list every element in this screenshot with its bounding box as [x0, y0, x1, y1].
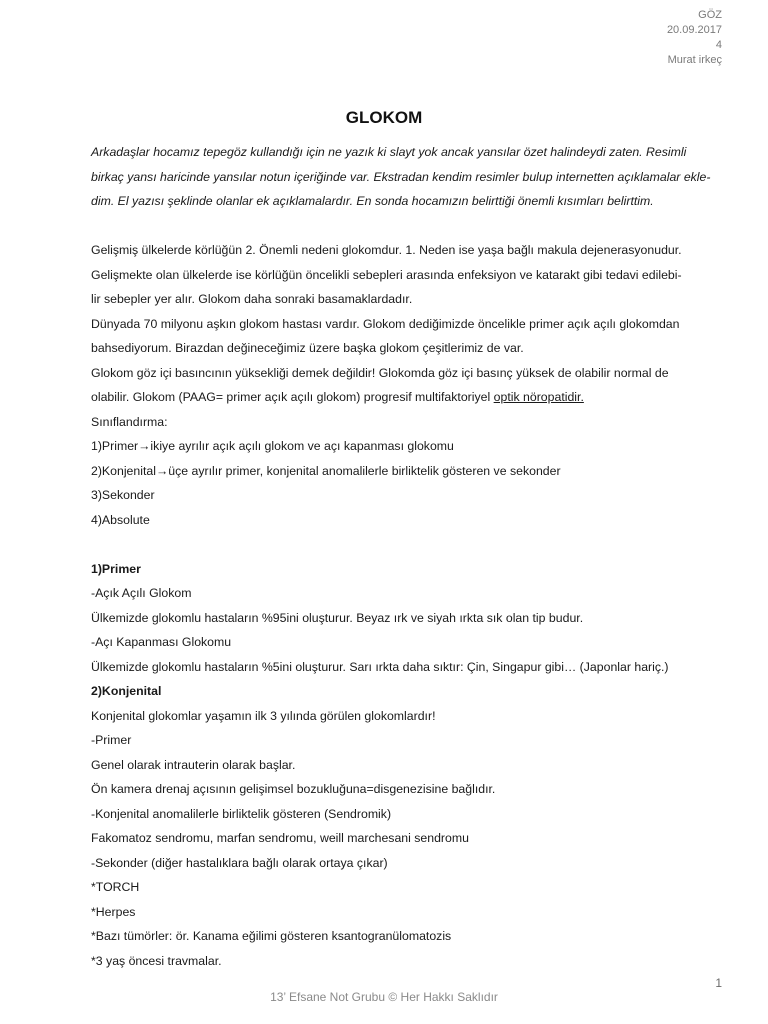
- header-number: 4: [715, 39, 722, 51]
- angle-closure-text: Ülkemizde glokomlu hastaların %5ini oluşturur. Sarı ırkta daha sıktır: Çin, Singapur gibi… (Japonlar hariç.): [91, 659, 669, 674]
- intro-line-3: dim. El yazısı şeklinde olanlar ek açıklamalardır. En sonda hocamızın belirttiği önemli kısımları belirttim.: [91, 194, 654, 208]
- overview-section: [91, 238, 721, 532]
- classification-item-2: 2)Konjenital→üçe ayrılır primer, konjenital anomalilerle birliktelik gösteren ve sekonder: [91, 463, 561, 478]
- secondary-title: -Sekonder (diğer hastalıklara bağlı olarak ortaya çıkar): [91, 855, 388, 870]
- open-angle-title: -Açık Açılı Glokom: [91, 586, 192, 600]
- open-angle-text: Ülkemizde glokomlu hastaların %95ini oluşturur. Beyaz ırk ve siyah ırkta sık olan tip budur.: [91, 610, 584, 625]
- paragraph-2b: lir sebepler yer alır. Glokom daha sonraki basamaklardadır.: [91, 292, 413, 306]
- page-title: GLOKOM: [345, 108, 423, 127]
- paragraph-4a: Glokom göz içi basıncının yüksekliği demek değildir! Glokomda göz içi basınç yüksek de olabilir normal de: [91, 365, 669, 380]
- intro-line-2: birkaç yansı haricinde yansılar notun içeriğinde var. Ekstradan kendim resimler bulup internetten açıklamalar ekle-: [91, 169, 711, 184]
- syndromic-title: -Konjenital anomalilerle birliktelik gösteren (Sendromik): [91, 806, 392, 821]
- document-body: [91, 140, 721, 973]
- intro-line-1: Arkadaşlar hocamız tepegöz kullandığı için ne yazık ki slayt yok ancak yansılar özet halindeydi zaten. Resimli: [91, 145, 687, 159]
- header-subject: GÖZ: [698, 9, 722, 21]
- classification-label: Sınıflandırma:: [91, 414, 168, 429]
- classification-item-3: 3)Sekonder: [91, 488, 155, 502]
- secondary-item: *TORCH: [91, 880, 140, 894]
- konjenital-section: [91, 679, 721, 973]
- primer-heading: 1)Primer: [91, 561, 141, 576]
- konjenital-primer-line-2: Ön kamera drenaj açısının gelişimsel bozukluğuna=disgenezisine bağlıdır.: [91, 782, 496, 796]
- konjenital-primer-title: -Primer: [91, 733, 132, 747]
- konjenital-primer-line-1: Genel olarak intrauterin olarak başlar.: [91, 757, 296, 772]
- page-number: 1: [715, 976, 722, 990]
- classification-item-1: 1)Primer→ikiye ayrılır açık açılı glokom ve açı kapanması glokomu: [91, 439, 454, 453]
- classification-item-4: 4)Absolute: [91, 512, 150, 527]
- optic-neuropathy-underline: optik nöropatidir.: [493, 390, 584, 404]
- syndromic-text: Fakomatoz sendromu, marfan sendromu, weill marchesani sendromu: [91, 831, 469, 845]
- header-date: 20.09.2017: [666, 24, 722, 36]
- document-header: [667, 8, 722, 68]
- paragraph-4b-text: olabilir. Glokom (PAAG= primer açık açılı glokom) progresif multifaktoriyel: [91, 390, 491, 404]
- konjenital-heading: 2)Konjenital: [91, 684, 162, 698]
- footer-copyright: 13’ Efsane Not Grubu © Her Hakkı Saklıdır: [270, 990, 498, 1004]
- paragraph-3a: Dünyada 70 milyonu aşkın glokom hastası vardır. Glokom dediğimizde öncelikle primer açık açılı glokomdan: [91, 316, 680, 331]
- paragraph-4b: [91, 385, 768, 410]
- secondary-item: *Bazı tümörler: ör. Kanama eğilimi gösteren ksantogranülomatozis: [91, 929, 452, 943]
- paragraph-1: Gelişmiş ülkelerde körlüğün 2. Önemli nedeni glokomdur. 1. Neden ise yaşa bağlı makula dejenerasyonudur.: [91, 243, 682, 257]
- header-author: Murat irkeç: [667, 54, 722, 66]
- secondary-item: *3 yaş öncesi travmalar.: [91, 953, 222, 968]
- konjenital-intro: Konjenital glokomlar yaşamın ilk 3 yılında görülen glokomlardır!: [91, 708, 436, 723]
- angle-closure-title: -Açı Kapanması Glokomu: [91, 635, 232, 649]
- primer-section: [91, 557, 721, 680]
- paragraph-2a: Gelişmekte olan ülkelerde ise körlüğün öncelikli sebepleri arasında enfeksiyon ve katarakt gibi tedavi edilebi-: [91, 267, 682, 282]
- secondary-item: *Herpes: [91, 904, 136, 919]
- paragraph-3b: bahsediyorum. Birazdan değineceğimiz üzere başka glokom çeşitlerimiz de var.: [91, 341, 524, 355]
